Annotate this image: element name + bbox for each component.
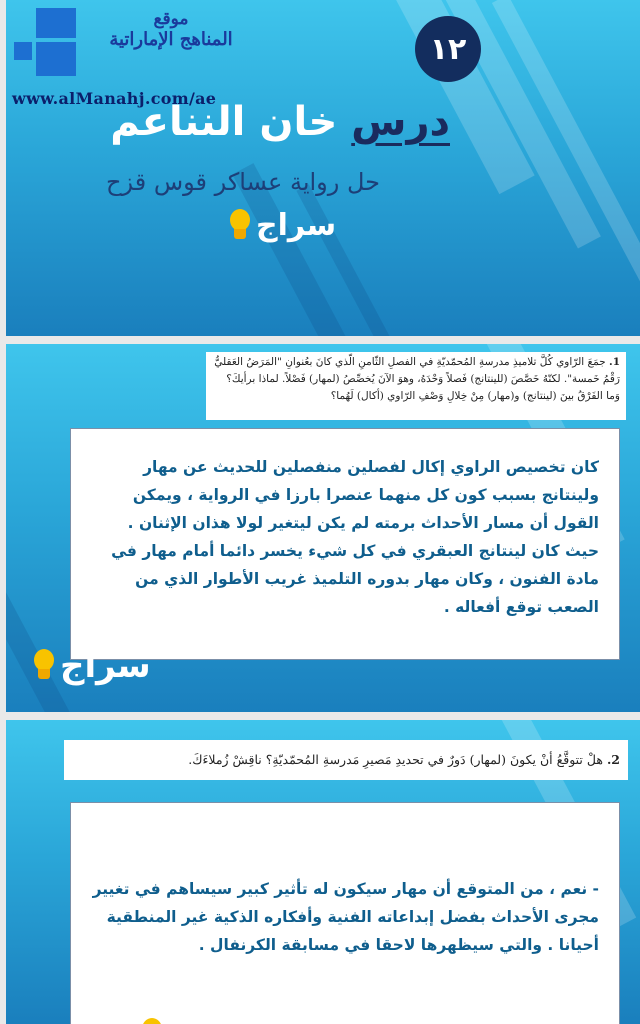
lightbulb-icon [140,1018,164,1024]
answer2-text: - نعم ، من المتوقع أن مهار سيكون له تأثير كبير سيساهم في تغيير مجرى الأحداث بفضل إبداعاته الفنية وأفكاره الذكية غير المنطقية أحيانا . والتي سيظهرها لاحقا في مسابقة الكرنفال . [92,880,599,954]
question2-number: 2. [606,752,620,767]
question2-text: هلْ تتوقَّعُ أنْ يكونَ (لمهار) دَورٌ في تحديدِ مَصيرِ مَدرسةِ المُحمّديّةِ؟ ناقِشْ زُملاءَكَ. [188,752,603,767]
brand-logo [228,208,336,243]
lesson-number-badge: ١٢ [415,16,481,82]
question1-slide [6,344,640,712]
answer1-box [70,428,620,660]
question1-box [206,352,626,420]
brand-name: سراج [256,208,337,243]
lightbulb-icon [32,649,56,683]
lesson-title-word2: خان النناعم [110,99,338,145]
lesson-title-word1: درس [351,99,450,145]
lesson-subtitle: حل رواية عساكر قوس قزح [105,168,380,196]
question2-box [64,740,628,780]
brand-name: سراج [60,646,151,686]
lesson-title [110,99,450,145]
answer2-box [70,802,620,1024]
title-slide [6,0,640,336]
site-name-line1: موقع [153,9,189,29]
brand-logo [32,646,151,686]
site-name [86,10,256,50]
answer1-text: كان تخصيص الراوي إكال لفصلين منفصلين للحديث عن مهار ولينتانج بسبب كون كل منهما عنصرا بارزا في الرواية ، ويمكن القول أن مسار الأحداث برمته لم يكن ليتغير لولا هذان الإثنان . حيث كان لينتانج العبقري في كل شيء يخسر دائما أمام مهار في مادة الفنون ، وكان مهار بدوره التلميذ غريب الأطوار الذي من الصعب توقع أفعاله . [111,458,599,616]
question1-text: جمَعَ الرّاوي كُلَّ تلاميذِ مدرسةِ المُحمّديّةِ في الفصلِ الثّامنِ الّذي كانَ بعُنوانِ "المَرَضُ العَقليُّ رَقْمُ خَمسة". لكنّهُ خَصَّصَ (للينتانج) فَصلاً وَحْدَهُ، وهوَ الآنَ يُخصِّصُ (لمهار) فَصْلاً. لماذا برأيكَ؟ وَما الفَرْقُ بينَ (لينتانج) و(مهار) مِنْ خِلالِ وَصْفِ الرّاوي (أكال) لَهُما؟ [214,356,620,402]
question1-number: 1. [609,356,620,368]
site-name-line2: المناهج الإماراتية [109,28,233,50]
site-url[interactable]: www.alManahj.com/ae [12,89,217,108]
site-logo-icon [14,8,76,78]
question2-slide [6,720,640,1024]
lightbulb-icon [228,209,252,243]
